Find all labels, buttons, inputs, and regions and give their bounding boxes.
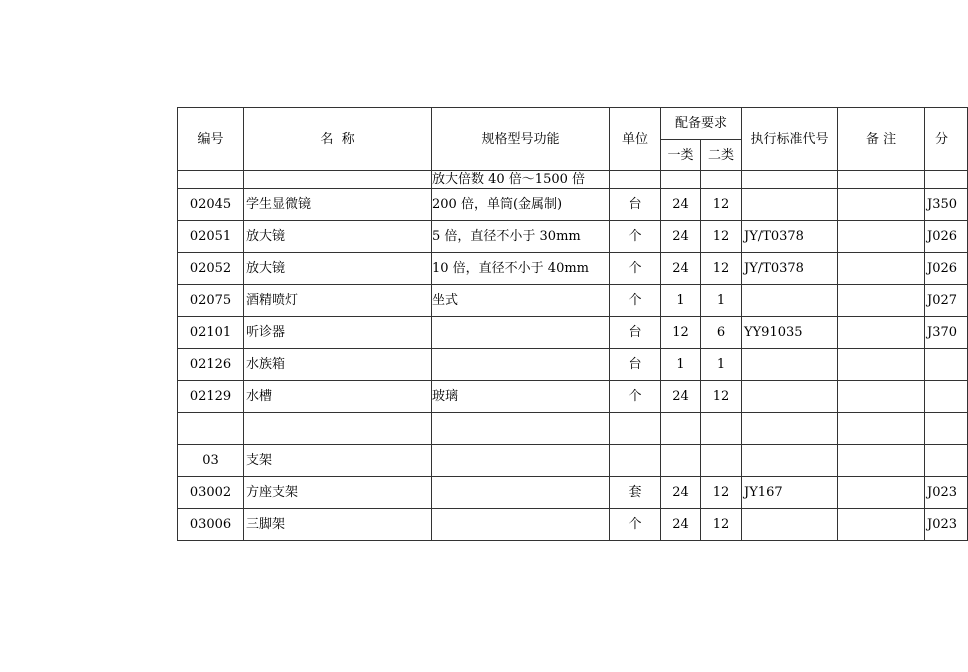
cell-code: 02051: [178, 221, 244, 253]
cell-name: 放大镜: [244, 221, 432, 253]
cell-spec: [432, 509, 610, 541]
table-row: [178, 285, 968, 317]
table-row: [178, 171, 968, 189]
cell-remark: [838, 413, 925, 445]
cell-remark: [838, 381, 925, 413]
cell-spec: 5 倍，直径不小于 30mm: [432, 221, 610, 253]
cell-category: J350: [925, 189, 968, 221]
cell-unit: 个: [610, 509, 661, 541]
cell-name: 水槽: [244, 381, 432, 413]
header-class2: 二类: [701, 140, 742, 171]
cell-class2: 12: [701, 509, 742, 541]
cell-category: [925, 349, 968, 381]
cell-name: [244, 413, 432, 445]
cell-standard: [742, 285, 838, 317]
cell-unit: [610, 171, 661, 189]
cell-spec: 200 倍，单筒(金属制): [432, 189, 610, 221]
cell-class1: [661, 413, 701, 445]
cell-class1: [661, 171, 701, 189]
header-row: [178, 108, 968, 140]
cell-category: J026: [925, 221, 968, 253]
cell-spec: [432, 349, 610, 381]
cell-class1: 24: [661, 477, 701, 509]
cell-name: 放大镜: [244, 253, 432, 285]
cell-remark: [838, 509, 925, 541]
cell-code: 02045: [178, 189, 244, 221]
cell-remark: [838, 445, 925, 477]
cell-code: 02101: [178, 317, 244, 349]
cell-unit: [610, 445, 661, 477]
cell-class2: 12: [701, 221, 742, 253]
table-row: [178, 477, 968, 509]
cell-unit: 个: [610, 285, 661, 317]
table-body: [178, 171, 968, 541]
cell-class2: 1: [701, 285, 742, 317]
cell-class2: 12: [701, 189, 742, 221]
cell-category: J027: [925, 285, 968, 317]
cell-spec: [432, 477, 610, 509]
cell-unit: [610, 413, 661, 445]
cell-unit: 台: [610, 349, 661, 381]
cell-class1: 1: [661, 285, 701, 317]
cell-unit: 套: [610, 477, 661, 509]
table-row: [178, 509, 968, 541]
header-standard: 执行标准代号: [742, 108, 838, 171]
cell-category: [925, 445, 968, 477]
cell-remark: [838, 253, 925, 285]
cell-code: 03002: [178, 477, 244, 509]
cell-code: [178, 171, 244, 189]
cell-name: 听诊器: [244, 317, 432, 349]
cell-class1: 24: [661, 189, 701, 221]
cell-class2: 6: [701, 317, 742, 349]
cell-standard: YY91035: [742, 317, 838, 349]
cell-class1: 24: [661, 221, 701, 253]
cell-spec: 10 倍，直径不小于 40mm: [432, 253, 610, 285]
cell-class2: [701, 445, 742, 477]
cell-category: J026: [925, 253, 968, 285]
cell-category: [925, 413, 968, 445]
cell-remark: [838, 285, 925, 317]
cell-name: 方座支架: [244, 477, 432, 509]
cell-remark: [838, 171, 925, 189]
cell-spec: [432, 317, 610, 349]
cell-spec: 玻璃: [432, 381, 610, 413]
cell-code: 03: [178, 445, 244, 477]
table-row: [178, 413, 968, 445]
table-row: [178, 445, 968, 477]
cell-class1: 24: [661, 381, 701, 413]
cell-remark: [838, 477, 925, 509]
cell-code: 02052: [178, 253, 244, 285]
table-row: [178, 221, 968, 253]
table-row: [178, 189, 968, 221]
header-name: 名 称: [244, 108, 432, 171]
cell-code: 02075: [178, 285, 244, 317]
cell-standard: JY167: [742, 477, 838, 509]
cell-category: J023: [925, 509, 968, 541]
cell-class2: 12: [701, 253, 742, 285]
cell-remark: [838, 317, 925, 349]
header-category: 分: [925, 108, 968, 171]
cell-unit: 个: [610, 381, 661, 413]
table-row: [178, 381, 968, 413]
cell-standard: JY/T0378: [742, 221, 838, 253]
cell-standard: [742, 189, 838, 221]
header-code: 编号: [178, 108, 244, 171]
table-row: [178, 253, 968, 285]
header-unit: 单位: [610, 108, 661, 171]
cell-standard: JY/T0378: [742, 253, 838, 285]
header-spec: 规格型号功能: [432, 108, 610, 171]
cell-unit: 个: [610, 253, 661, 285]
cell-unit: 个: [610, 221, 661, 253]
header-remark: 备 注: [838, 108, 925, 171]
cell-spec: 坐式: [432, 285, 610, 317]
cell-name: 酒精喷灯: [244, 285, 432, 317]
cell-class2: 1: [701, 349, 742, 381]
cell-class2: [701, 171, 742, 189]
cell-standard: [742, 445, 838, 477]
cell-unit: 台: [610, 317, 661, 349]
header-requirement: 配备要求: [661, 108, 742, 140]
cell-class2: 12: [701, 477, 742, 509]
cell-spec: [432, 413, 610, 445]
cell-code: 02126: [178, 349, 244, 381]
cell-name: 学生显微镜: [244, 189, 432, 221]
cell-standard: [742, 171, 838, 189]
cell-name: [244, 171, 432, 189]
header-class1: 一类: [661, 140, 701, 171]
cell-class1: [661, 445, 701, 477]
cell-code: 02129: [178, 381, 244, 413]
cell-class1: 24: [661, 509, 701, 541]
cell-code: [178, 413, 244, 445]
cell-unit: 台: [610, 189, 661, 221]
cell-category: J370: [925, 317, 968, 349]
cell-standard: [742, 381, 838, 413]
cell-code: 03006: [178, 509, 244, 541]
cell-standard: [742, 413, 838, 445]
equipment-table: [177, 107, 968, 541]
cell-category: [925, 171, 968, 189]
cell-class2: 12: [701, 381, 742, 413]
cell-class1: 1: [661, 349, 701, 381]
cell-name: 支架: [244, 445, 432, 477]
cell-class2: [701, 413, 742, 445]
cell-name: 水族箱: [244, 349, 432, 381]
cell-remark: [838, 189, 925, 221]
cell-class1: 24: [661, 253, 701, 285]
cell-name: 三脚架: [244, 509, 432, 541]
cell-standard: [742, 509, 838, 541]
cell-spec: [432, 445, 610, 477]
table-row: [178, 349, 968, 381]
cell-remark: [838, 221, 925, 253]
cell-remark: [838, 349, 925, 381]
cell-category: J023: [925, 477, 968, 509]
cell-class1: 12: [661, 317, 701, 349]
table-row: [178, 317, 968, 349]
cell-category: [925, 381, 968, 413]
cell-standard: [742, 349, 838, 381]
cell-spec: 放大倍数 40 倍～1500 倍: [432, 171, 610, 189]
